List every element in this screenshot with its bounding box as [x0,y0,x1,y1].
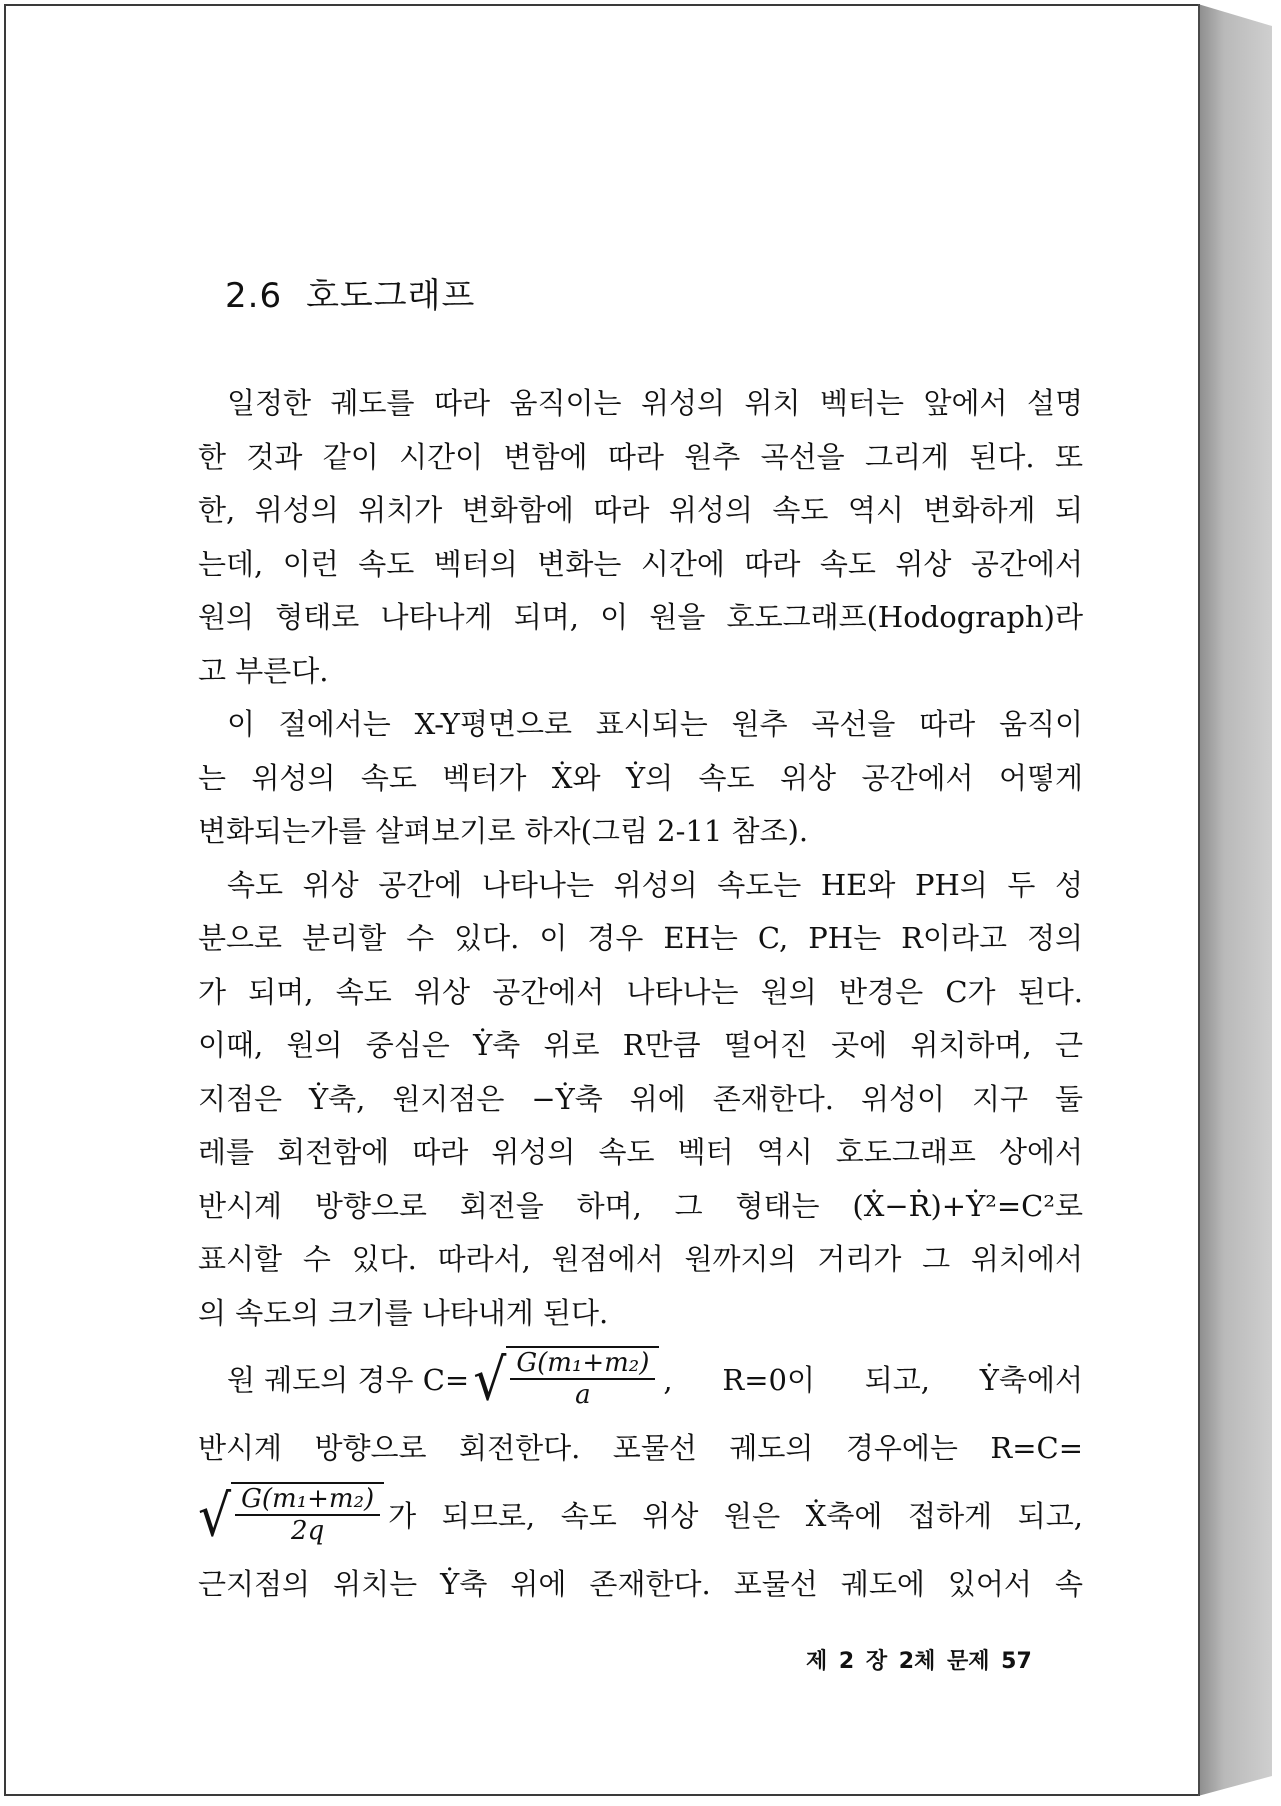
text-segment: , R=0이 되고, Ẏ축에서 [663,1363,1083,1398]
formula-line-2 [198,1476,1083,1558]
radical-sign: √ [473,1348,507,1414]
text-line: 의 속도의 크기를 나타내게 된다. [198,1295,609,1330]
text-line: 반시계 방향으로 회전한다. 포물선 궤도의 경우에는 R=C= [198,1431,1083,1465]
text-segment: 가 되므로, 속도 위상 원은 Ẋ축에 접하게 되고, [388,1498,1083,1533]
text-line: 근지점의 위치는 Ẏ축 위에 존재한다. 포물선 궤도에 있어서 속 [198,1566,1083,1601]
fraction-numerator: G(m₁+m₂) [235,1484,380,1516]
text-line: 이 절에서는 X-Y평면으로 표시되는 원추 곡선을 따라 움직이 [227,707,1083,741]
section-title: 호도그래프 [306,276,476,316]
text-segment: 원 궤도의 경우 C= [227,1363,470,1398]
text-line: 한, 위성의 위치가 변화함에 따라 위성의 속도 역시 변화하게 되 [198,493,1083,527]
fraction-numerator: G(m₁+m₂) [510,1348,655,1380]
fraction-denominator: 2q [291,1515,325,1546]
fraction [506,1346,659,1416]
paragraph-1 [198,377,1083,698]
paragraph-4 [198,1340,1083,1611]
text-line: 분으로 분리할 수 있다. 이 경우 EH는 C, PH는 R이라고 정의 [198,921,1083,955]
text-line: 속도 위상 공간에 나타나는 위성의 속도는 HE와 PH의 두 성 [227,867,1083,902]
section-number: 2.6 [225,276,283,316]
book-page [4,4,1200,1796]
sqrt-expression [473,1346,659,1416]
text-line: 일정한 궤도를 따라 움직이는 위성의 위치 벡터는 앞에서 설명 [227,386,1083,420]
text-line: 반시계 방향으로 회전을 하며, 그 형태는 (Ẋ−Ṙ)+Ẏ²=C²로 [198,1188,1083,1223]
text-line: 이때, 원의 중심은 Ẏ축 위로 R만큼 떨어진 곳에 위치하며, 근 [198,1028,1083,1062]
paragraph-3 [198,859,1083,1341]
text-line: 는 위성의 속도 벡터가 Ẋ와 Ẏ의 속도 위상 공간에서 어떻게 [198,760,1083,795]
text-line: 변화되는가를 살펴보기로 하자(그림 2-11 참조). [198,814,809,848]
text-line: 한 것과 같이 시간이 변함에 따라 원추 곡선을 그리게 된다. 또 [198,439,1083,474]
page-content [198,268,1083,1611]
section-heading [225,268,1083,317]
radical-sign: √ [198,1483,232,1550]
text-line: 가 되며, 속도 위상 공간에서 나타나는 원의 반경은 C가 된다. [198,974,1083,1009]
formula-line-1 [198,1340,1083,1422]
page-footer: 제 2 장 2체 문제 57 [806,1649,1032,1674]
text-line: 원의 형태로 나타나게 되며, 이 원을 호도그래프(Hodograph)라 [198,600,1083,634]
paragraph-2 [198,698,1083,859]
text-line: 지점은 Ẏ축, 원지점은 −Ẏ축 위에 존재한다. 위성이 지구 둘 [198,1081,1083,1116]
text-line: 는데, 이런 속도 벡터의 변화는 시간에 따라 속도 위상 공간에서 [198,546,1083,581]
book-edge [1198,4,1272,1796]
fraction [231,1482,384,1552]
sqrt-expression [198,1482,384,1552]
text-line: 레를 회전함에 따라 위성의 속도 벡터 역시 호도그래프 상에서 [198,1135,1083,1169]
text-line: 고 부른다. [198,653,329,688]
fraction-denominator: a [575,1380,591,1410]
text-line: 표시할 수 있다. 따라서, 원점에서 원까지의 거리가 그 위치에서 [198,1242,1083,1276]
